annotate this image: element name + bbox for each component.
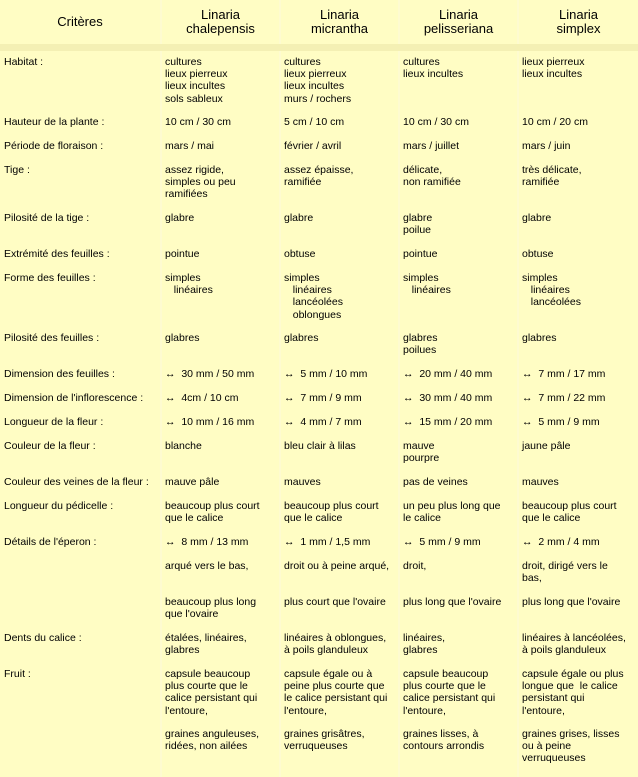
table-cell: simples linéaires (165, 272, 213, 297)
table-cell: graines grisâtres, verruqueuses (284, 728, 365, 753)
table-cell: ↔ 30 mm / 50 mm (165, 368, 255, 380)
row-label: Dimension des feuilles : (4, 368, 115, 380)
table-cell: capsule beaucoup plus courte que le calice persistant qui l'entoure, (403, 668, 496, 717)
table-cell: obtuse (284, 248, 316, 260)
table-cell: simples linéaires lancéolées oblongues (284, 272, 343, 321)
header-epithet: simplex (556, 21, 601, 36)
row-label: Longueur du pédicelle : (4, 500, 114, 512)
table-cell: droit, (403, 560, 427, 572)
table-cell: cultures lieux pierreux lieux incultes murs / rochers (284, 56, 352, 105)
header-genus: Linaria (558, 7, 599, 22)
table-cell: obtuse (522, 248, 554, 260)
table-cell: capsule égale ou plus longue que le calice persistant qui l'entoure, (522, 668, 624, 717)
table-cell: février / avril (284, 140, 342, 152)
row-label: Forme des feuilles : (4, 272, 96, 284)
table-cell: mars / juillet (403, 140, 460, 152)
header-species-4 (519, 0, 638, 44)
header-species-3 (400, 0, 517, 44)
table-cell: glabres (165, 332, 200, 344)
table-cell: linéaires à lancéolées, à poils glanduleux (522, 632, 626, 657)
table-cell: ↔ 2 mm / 4 mm (522, 536, 600, 548)
table-cell: ↔ 7 mm / 22 mm (522, 392, 606, 404)
table-cell: plus court que l'ovaire (284, 596, 386, 608)
table-cell: 10 cm / 30 cm (403, 116, 469, 128)
table-cell: ↔ 10 mm / 16 mm (165, 416, 255, 428)
header-genus: Linaria (438, 7, 479, 22)
table-cell: linéaires, glabres (403, 632, 446, 657)
table-cell: graines grises, lisses ou à peine verruqueuses (522, 728, 620, 765)
row-label: Longueur de la fleur : (4, 416, 104, 428)
header-criteria-label: Critères (57, 14, 103, 29)
table-cell: pointue (165, 248, 200, 260)
table-cell: blanche (165, 440, 202, 452)
header-epithet: chalepensis (186, 21, 255, 36)
table-cell: glabres poilues (403, 332, 438, 357)
table-cell: beaucoup plus court que le calice (165, 500, 260, 525)
table-cell: 10 cm / 20 cm (522, 116, 588, 128)
row-label: Hauteur de la plante : (4, 116, 105, 128)
table-cell: lieux pierreux lieux incultes (522, 56, 585, 81)
table-cell: ↔ 30 mm / 40 mm (403, 392, 493, 404)
header-species-2 (281, 0, 398, 44)
table-cell: beaucoup plus court que le calice (284, 500, 379, 525)
table-cell: glabres (284, 332, 319, 344)
table-cell: ↔ 1 mm / 1,5 mm (284, 536, 371, 548)
table-cell: mauve pourpre (403, 440, 440, 465)
table-cell: glabre poilue (403, 212, 433, 237)
row-label: Extrémité des feuilles : (4, 248, 110, 260)
table-cell: ↔ 4cm / 10 cm (165, 392, 239, 404)
row-label: Habitat : (4, 56, 44, 68)
table-cell: assez épaisse, ramifiée (284, 164, 354, 189)
table-cell: beaucoup plus court que le calice (522, 500, 617, 525)
table-cell: assez rigide, simples ou peu ramifiées (165, 164, 236, 201)
table-cell: mauves (522, 476, 559, 488)
table-cell: ↔ 5 mm / 9 mm (522, 416, 600, 428)
row-label: Dimension de l'inflorescence : (4, 392, 144, 404)
table-cell: plus long que l'ovaire (403, 596, 502, 608)
header-genus: Linaria (319, 7, 360, 22)
header-criteria (0, 0, 160, 44)
row-label: Détails de l'éperon : (4, 536, 97, 548)
row-label: Couleur de la fleur : (4, 440, 96, 452)
table-cell: ↔ 5 mm / 9 mm (403, 536, 481, 548)
row-label: Période de floraison : (4, 140, 104, 152)
table-cell: 10 cm / 30 cm (165, 116, 231, 128)
table-cell: mars / juin (522, 140, 571, 152)
row-label: Couleur des veines de la fleur : (4, 476, 149, 488)
row-label: Fruit : (4, 668, 31, 680)
table-cell: bleu clair à lilas (284, 440, 356, 452)
table-cell: beaucoup plus long que l'ovaire (165, 596, 257, 621)
header-genus: Linaria (200, 7, 241, 22)
table-cell: ↔ 4 mm / 7 mm (284, 416, 362, 428)
row-label: Tige : (4, 164, 30, 176)
header-separator (0, 44, 638, 51)
header-epithet: micrantha (310, 21, 369, 36)
table-cell: étalées, linéaires, glabres (165, 632, 247, 657)
table-cell: droit ou à peine arqué, (284, 560, 390, 572)
table-cell: pas de veines (403, 476, 468, 488)
table-cell: glabre (522, 212, 552, 224)
header-species-1 (162, 0, 279, 44)
table-cell: plus long que l'ovaire (522, 596, 621, 608)
table-cell: simples linéaires (403, 272, 451, 297)
table-cell: arqué vers le bas, (165, 560, 249, 572)
table-cell: ↔ 15 mm / 20 mm (403, 416, 493, 428)
table-cell: glabres (522, 332, 557, 344)
table-cell: graines lisses, à contours arrondis (403, 728, 485, 753)
table-cell: pointue (403, 248, 438, 260)
table-cell: cultures lieux pierreux lieux incultes sols sableux (165, 56, 228, 105)
table-cell: un peu plus long que le calice (403, 500, 501, 525)
table-cell: glabre (165, 212, 195, 224)
table-cell: ↔ 20 mm / 40 mm (403, 368, 493, 380)
table-cell: ↔ 7 mm / 9 mm (284, 392, 362, 404)
table-cell: 5 cm / 10 cm (284, 116, 345, 128)
table-cell: ↔ 8 mm / 13 mm (165, 536, 249, 548)
table-cell: droit, dirigé vers le bas, (522, 560, 608, 585)
table-cell: simples linéaires lancéolées (522, 272, 581, 309)
row-label: Pilosité des feuilles : (4, 332, 100, 344)
table-cell: glabre (284, 212, 314, 224)
table-cell: graines anguleuses, ridées, non ailées (165, 728, 259, 753)
table-cell: jaune pâle (522, 440, 571, 452)
table-cell: linéaires à oblongues, à poils glanduleux (284, 632, 387, 657)
table-cell: mars / mai (165, 140, 215, 152)
table-cell: très délicate, ramifiée (522, 164, 582, 189)
table-cell: capsule beaucoup plus courte que le calice persistant qui l'entoure, (165, 668, 258, 717)
table-cell: ↔ 5 mm / 10 mm (284, 368, 368, 380)
header-epithet: pelisseriana (423, 21, 494, 36)
row-label: Pilosité de la tige : (4, 212, 90, 224)
table-cell: capsule égale ou à peine plus courte que le calice persistant qui l'entoure, (284, 668, 388, 717)
table-cell: ↔ 7 mm / 17 mm (522, 368, 606, 380)
table-cell: cultures lieux incultes (403, 56, 464, 81)
table-cell: mauve pâle (165, 476, 220, 488)
row-label: Dents du calice : (4, 632, 82, 644)
table-cell: délicate, non ramifiée (403, 164, 461, 189)
table-cell: mauves (284, 476, 321, 488)
